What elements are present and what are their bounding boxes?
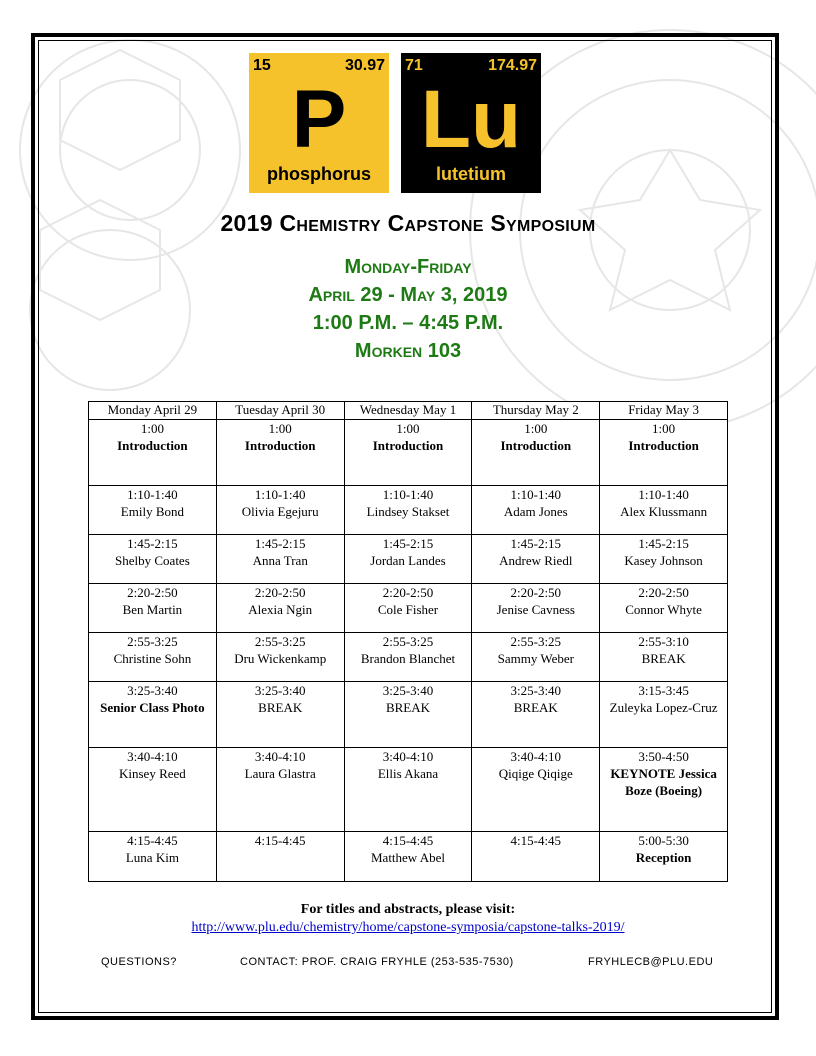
slot-name: Emily Bond (120, 504, 184, 519)
event-dates: April 29 - May 3, 2019 (308, 284, 508, 306)
slot-name: Qiqige Qiqige (498, 766, 573, 781)
schedule-cell (216, 535, 344, 584)
column-header: Thursday May 2 (472, 402, 600, 420)
slot-name: Andrew Riedl (499, 553, 573, 568)
schedule-header-row (89, 402, 728, 420)
slot-time: 1:10-1:40 (510, 487, 562, 502)
schedule-cell (89, 748, 217, 832)
slot-time: 2:20-2:50 (127, 585, 178, 600)
schedule-cell (472, 682, 600, 748)
schedule-cell (600, 535, 728, 584)
slot-name: BREAK (641, 651, 686, 666)
schedule-cell (89, 486, 217, 535)
visit-text: For titles and abstracts, please visit: (300, 902, 516, 917)
slot-name: Laura Glastra (244, 766, 316, 781)
schedule-cell (344, 584, 472, 633)
schedule-cell (472, 633, 600, 682)
column-header: Tuesday April 30 (216, 402, 344, 420)
slot-name: Connor Whyte (625, 602, 702, 617)
slot-time: 2:55-3:25 (254, 634, 306, 649)
schedule-cell (600, 486, 728, 535)
slot-name: Alex Klussmann (620, 504, 708, 519)
slot-name: KEYNOTE Jessica Boze (Boeing) (610, 766, 717, 798)
element-tile-phosphorus (249, 53, 389, 193)
element-tile-lutetium (401, 53, 541, 193)
slot-time: 4:15-4:45 (382, 833, 434, 848)
slot-time: 3:40-4:10 (510, 749, 562, 764)
slot-name: Kinsey Reed (119, 766, 186, 781)
element-name: phosphorus (267, 164, 371, 184)
schedule-cell (600, 682, 728, 748)
slot-name: Ellis Akana (377, 766, 439, 781)
schedule-cell (216, 832, 344, 882)
slot-name: Alexia Ngin (248, 602, 313, 617)
schedule-cell (344, 832, 472, 882)
slot-time: 1:10-1:40 (254, 487, 306, 502)
schedule-cell (89, 535, 217, 584)
abstracts-link[interactable]: http://www.plu.edu/chemistry/home/capstone-symposia/capstone-talks-2019/ (191, 920, 625, 935)
slot-time: 3:25-3:40 (127, 683, 178, 698)
slot-name: Brandon Blanchet (360, 651, 456, 666)
slot-name: Introduction (244, 438, 316, 453)
slot-name: BREAK (385, 700, 431, 715)
schedule-cell (216, 584, 344, 633)
slot-name: Adam Jones (503, 504, 568, 519)
schedule-cell (344, 486, 472, 535)
schedule-cell (216, 748, 344, 832)
slot-name: Jordan Landes (370, 553, 446, 568)
slot-name: Zuleyka Lopez-Cruz (609, 700, 718, 715)
atomic-number: 71 (405, 57, 423, 74)
slot-name: Matthew Abel (370, 850, 445, 865)
slot-time: 2:20-2:50 (638, 585, 689, 600)
slot-name: Reception (635, 850, 692, 865)
schedule-cell (600, 832, 728, 882)
element-symbol: P (291, 74, 347, 165)
schedule-cell (344, 748, 472, 832)
column-header: Wednesday May 1 (344, 402, 472, 420)
slot-time: 1:10-1:40 (127, 487, 178, 502)
schedule-cell (472, 832, 600, 882)
slot-time: 1:00 (652, 421, 676, 436)
schedule-cell (472, 748, 600, 832)
slot-name: Anna Tran (252, 553, 308, 568)
slot-name: Christine Sohn (113, 651, 192, 666)
schedule-cell (344, 633, 472, 682)
page-title: 2019 Chemistry Capstone Symposium (220, 210, 596, 236)
event-days: Monday-Friday (344, 256, 472, 278)
slot-time: 3:40-4:10 (254, 749, 306, 764)
atomic-mass: 30.97 (344, 57, 385, 74)
slot-time: 3:40-4:10 (127, 749, 178, 764)
schedule-cell (89, 633, 217, 682)
table-row (89, 486, 728, 535)
slot-time: 1:00 (396, 421, 420, 436)
slot-time: 3:40-4:10 (382, 749, 434, 764)
schedule-cell (89, 420, 217, 486)
slot-time: 2:20-2:50 (382, 585, 434, 600)
slot-time: 2:20-2:50 (510, 585, 562, 600)
slot-name: Luna Kim (125, 850, 179, 865)
slot-time: 1:45-2:15 (254, 536, 306, 551)
slot-name: Dru Wickenkamp (234, 651, 327, 666)
schedule-cell (216, 486, 344, 535)
table-row (89, 748, 728, 832)
schedule-table (88, 401, 728, 882)
slot-time: 3:25-3:40 (510, 683, 562, 698)
footer-questions: QUESTIONS? (101, 956, 177, 968)
slot-time: 1:00 (140, 421, 164, 436)
column-header: Monday April 29 (89, 402, 217, 420)
table-row (89, 633, 728, 682)
slot-time: 1:45-2:15 (382, 536, 434, 551)
schedule-cell (472, 420, 600, 486)
slot-time: 1:10-1:40 (382, 487, 434, 502)
schedule-cell (600, 584, 728, 633)
slot-name: BREAK (513, 700, 558, 715)
slot-name: Cole Fisher (377, 602, 439, 617)
slot-time: 1:00 (268, 421, 292, 436)
slot-time: 4:15-4:45 (254, 833, 306, 848)
schedule-cell (89, 832, 217, 882)
element-symbol: Lu (420, 74, 522, 165)
slot-time: 2:55-3:25 (382, 634, 434, 649)
slot-time: 2:20-2:50 (254, 585, 306, 600)
slot-time: 1:10-1:40 (638, 487, 689, 502)
schedule-cell (89, 584, 217, 633)
schedule-cell (344, 535, 472, 584)
schedule-cell (89, 682, 217, 748)
slot-time: 2:55-3:10 (638, 634, 689, 649)
slot-time: 3:15-3:45 (638, 683, 689, 698)
schedule-cell (472, 535, 600, 584)
event-time: 1:00 P.M. – 4:45 P.M. (312, 312, 504, 334)
slot-name: Introduction (628, 438, 699, 453)
slot-time: 3:25-3:40 (254, 683, 306, 698)
table-row (89, 420, 728, 486)
slot-time: 1:00 (524, 421, 548, 436)
slot-time: 1:45-2:15 (127, 536, 178, 551)
schedule-cell (216, 682, 344, 748)
event-location: Morken 103 (354, 340, 462, 362)
schedule-cell (472, 486, 600, 535)
slot-name: Ben Martin (122, 602, 183, 617)
schedule-cell (344, 420, 472, 486)
slot-time: 2:55-3:25 (127, 634, 178, 649)
slot-name: BREAK (258, 700, 303, 715)
slot-name: Olivia Egejuru (241, 504, 319, 519)
schedule-cell (600, 748, 728, 832)
slot-time: 1:45-2:15 (638, 536, 689, 551)
slot-name: Kasey Johnson (624, 553, 703, 568)
atomic-mass: 174.97 (488, 57, 537, 74)
table-row (89, 682, 728, 748)
slot-name: Introduction (372, 438, 444, 453)
slot-time: 5:00-5:30 (638, 833, 689, 848)
column-header: Friday May 3 (600, 402, 728, 420)
schedule-cell (344, 682, 472, 748)
slot-name: Introduction (500, 438, 572, 453)
schedule-cell (216, 420, 344, 486)
slot-name: Sammy Weber (497, 651, 574, 666)
footer-email: FRYHLECB@PLU.EDU (588, 956, 714, 968)
slot-name: Jenise Cavness (496, 602, 575, 617)
slot-time: 3:25-3:40 (382, 683, 434, 698)
footer-contact: CONTACT: PROF. CRAIG FRYHLE (253-535-7530) (240, 956, 514, 968)
schedule-cell (216, 633, 344, 682)
element-name: lutetium (436, 164, 506, 184)
schedule-cell (600, 633, 728, 682)
slot-name: Lindsey Stakset (366, 504, 450, 519)
slot-name: Introduction (117, 438, 188, 453)
table-row (89, 832, 728, 882)
slot-time: 2:55-3:25 (510, 634, 562, 649)
schedule-cell (472, 584, 600, 633)
table-row (89, 584, 728, 633)
slot-name: Shelby Coates (115, 553, 190, 568)
atomic-number: 15 (253, 57, 271, 74)
slot-time: 1:45-2:15 (510, 536, 562, 551)
schedule-cell (600, 420, 728, 486)
slot-time: 4:15-4:45 (127, 833, 178, 848)
slot-time: 4:15-4:45 (510, 833, 562, 848)
slot-time: 3:50-4:50 (638, 749, 689, 764)
table-row (89, 535, 728, 584)
slot-name: Senior Class Photo (100, 700, 205, 715)
